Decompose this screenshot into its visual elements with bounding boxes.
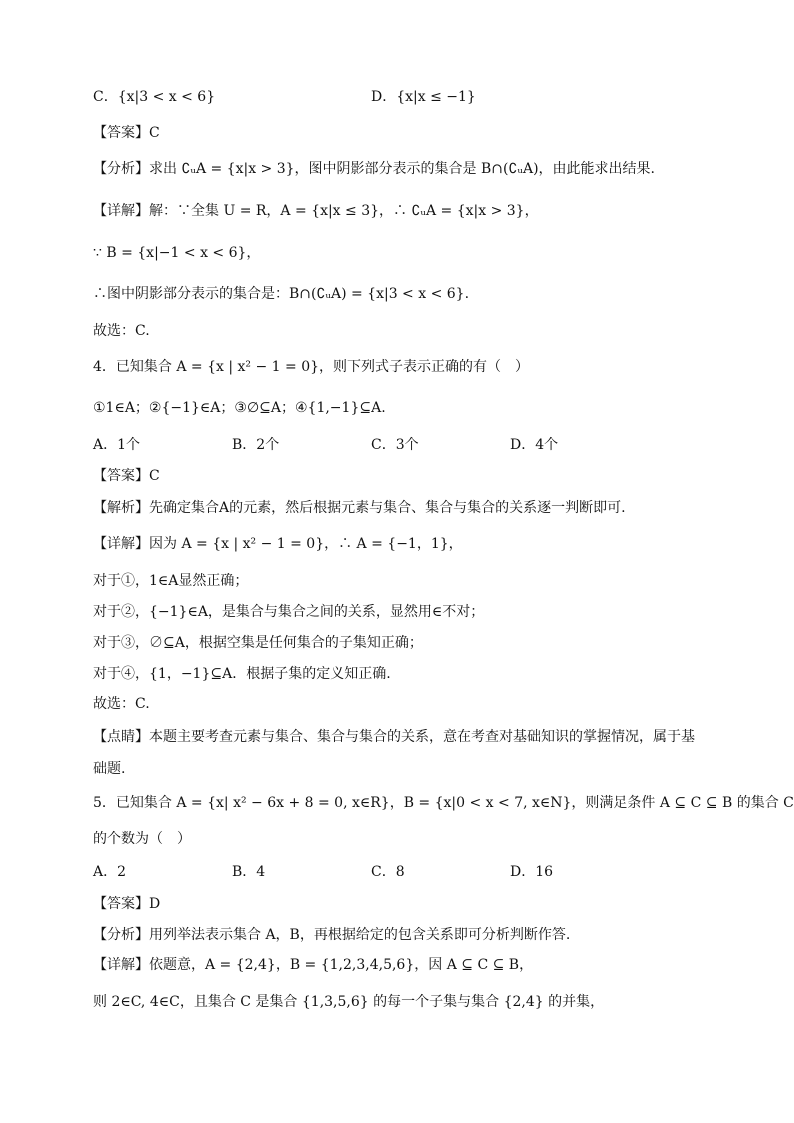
analysis-tag: 【解析】: [93, 500, 149, 516]
q4-items: ①1∈A；②{−1}∈A；③∅⊆A；④{1,−1}⊆A.: [93, 400, 386, 416]
analysis-text: 求出 ∁ᵤA = {x|x > 3}，图中阴影部分表示的集合是 B∩(∁ᵤA)，由此能求出结果.: [149, 161, 655, 177]
q3-analysis-line: [93, 159, 655, 179]
analysis-tag: 【分析】: [93, 927, 149, 943]
q5-analysis-line: [93, 925, 570, 945]
q3-option-c: C．{x|3 < x < 6}: [93, 89, 216, 105]
analysis-text: 先确定集合A的元素，然后根据元素与集合、集合与集合的关系逐一判断即可.: [149, 500, 626, 516]
q3-detail-line-3: ∴图中阴影部分表示的集合是：B∩(∁ᵤA) = {x|3 < x < 6}.: [93, 286, 470, 302]
q4-answer-line: [93, 466, 160, 486]
detail-tag: 【详解】: [93, 536, 149, 552]
q5-stem-line-1: 5．已知集合 A = {x| x² − 6x + 8 = 0, x∈R}，B = {x|0 < x < 7, x∈N}，则满足条件 A ⊆ C ⊆ B 的集合 C: [93, 795, 794, 811]
q4-detail-line-4: 对于③，∅⊆A，根据空集是任何集合的子集知正确；: [93, 635, 423, 651]
answer-tag: 【答案】: [93, 125, 149, 141]
q4-comment-line-2: 础题.: [93, 761, 126, 777]
detail-tag: 【详解】: [93, 957, 149, 973]
answer-value: C: [149, 125, 160, 141]
q3-detail-line-2: ∵ B = {x|−1 < x < 6}，: [93, 245, 261, 261]
q5-stem-line-2: 的个数为（ ）: [93, 831, 191, 847]
answer-tag: 【答案】: [93, 468, 149, 484]
q3-option-d: D．{x|x ≤ −1}: [371, 89, 476, 105]
q4-detail-line-1: [93, 534, 463, 554]
q3-detail-line-1: [93, 201, 539, 221]
q5-answer-line: [93, 894, 160, 914]
q4-analysis-line: [93, 498, 626, 518]
q5-detail-line-2: 则 2∈C, 4∈C，且集合 C 是集合 {1,3,5,6} 的每一个子集与集合 {2,4} 的并集，: [93, 994, 605, 1010]
detail-text: 依题意，A = {2,4}，B = {1,2,3,4,5,6}，因 A ⊆ C ⊆ B，: [149, 957, 534, 973]
q3-conclusion: 故选：C.: [93, 323, 150, 339]
q5-option-d: D．16: [510, 864, 554, 880]
q4-detail-line-3: 对于②，{−1}∈A，是集合与集合之间的关系，显然用∈不对；: [93, 604, 485, 620]
detail-text: 因为 A = {x | x² − 1 = 0}，∴ A = {−1，1}，: [149, 536, 463, 552]
answer-value: D: [149, 896, 161, 912]
comment-tag: 【点睛】: [93, 729, 149, 745]
q5-detail-line-1: [93, 955, 533, 975]
q4-stem: 4．已知集合 A = {x | x² − 1 = 0}，则下列式子表示正确的有（ ）: [93, 359, 530, 375]
answer-tag: 【答案】: [93, 896, 149, 912]
comment-text: 本题主要考查元素与集合、集合与集合的关系，意在考查对基础知识的掌握情况，属于基: [149, 729, 695, 745]
q5-option-c: C．8: [371, 864, 405, 880]
analysis-tag: 【分析】: [93, 161, 149, 177]
q4-detail-line-2: 对于①，1∈A显然正确；: [93, 573, 249, 589]
answer-value: C: [149, 468, 160, 484]
analysis-text: 用列举法表示集合 A，B，再根据给定的包含关系即可分析判断作答.: [149, 927, 571, 943]
q3-answer-line: [93, 123, 160, 143]
q4-comment-line-1: [93, 727, 695, 747]
q5-option-b: B．4: [232, 864, 266, 880]
detail-tag: 【详解】: [93, 203, 149, 219]
q4-option-a: A．1个: [93, 437, 141, 453]
q4-option-d: D．4个: [510, 437, 559, 453]
detail-text: 解：∵全集 U = R，A = {x|x ≤ 3}，∴ ∁ᵤA = {x|x > 3}，: [149, 203, 539, 219]
q5-option-a: A．2: [93, 864, 127, 880]
q4-option-b: B．2个: [232, 437, 280, 453]
q4-conclusion: 故选：C.: [93, 696, 150, 712]
q4-detail-line-5: 对于④，{1，−1}⊆A．根据子集的定义知正确.: [93, 666, 391, 682]
q4-option-c: C．3个: [371, 437, 419, 453]
